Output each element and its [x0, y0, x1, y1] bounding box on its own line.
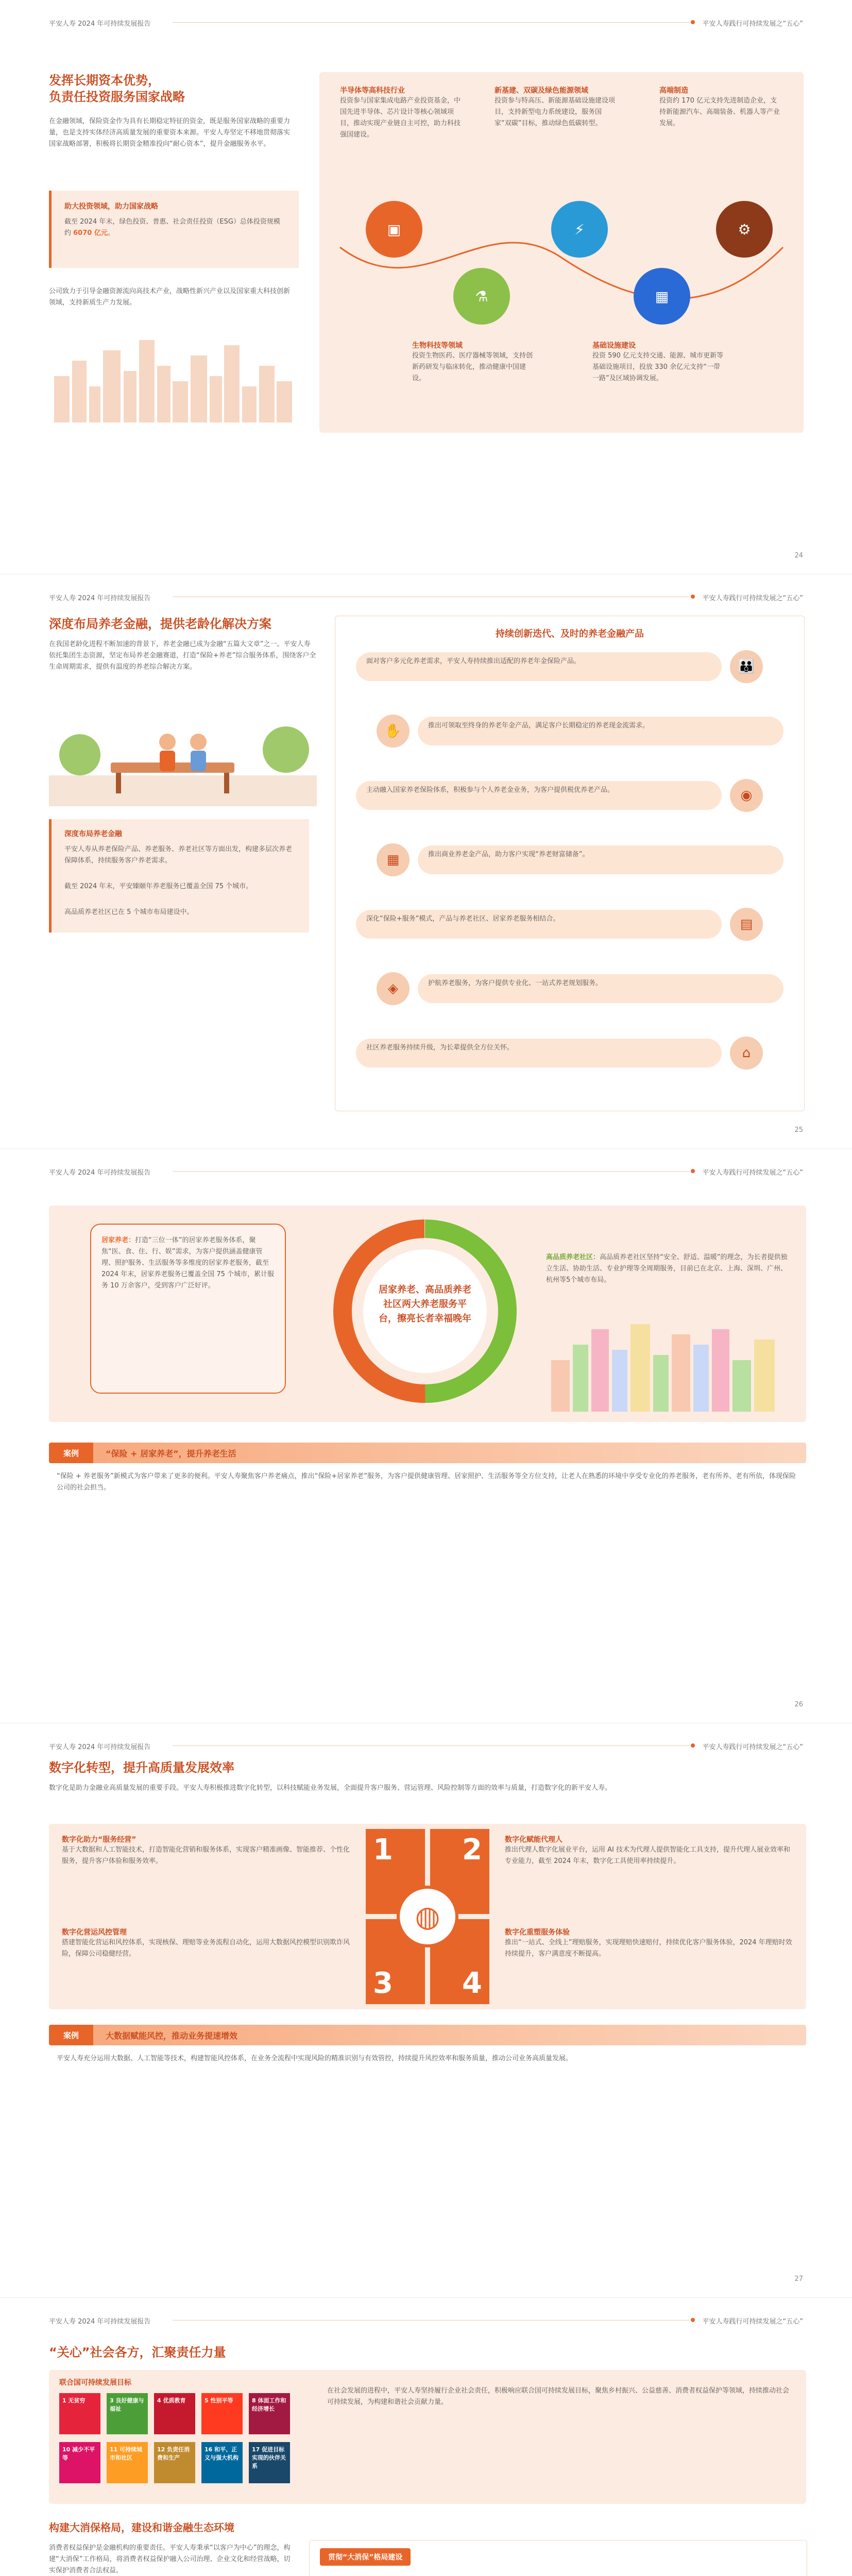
product-list	[356, 652, 783, 1100]
quadrant-title: 数字化营运风控管理	[62, 1928, 127, 1937]
page-25	[0, 574, 852, 1149]
document-icon: ▤	[730, 908, 763, 941]
chip-icon: ▣	[366, 201, 422, 258]
header-left: 平安人寿 2024 年可持续发展报告	[49, 1169, 151, 1177]
panel-title: 持续创新迭代、及时的养老金融产品	[496, 629, 644, 639]
header-left: 平安人寿 2024 年可持续发展报告	[49, 1743, 151, 1751]
highlight-box	[49, 819, 309, 933]
area-1	[340, 85, 464, 141]
sdg-tile: 17 促进目标实现的伙伴关系	[249, 2442, 290, 2483]
elderly-care-illustration	[49, 714, 317, 806]
section-title: 数字化转型，提升高质量发展效率	[49, 1760, 234, 1775]
quadrant-num: 2	[430, 1829, 489, 1914]
page-header	[49, 592, 803, 605]
quadrant-3	[62, 1927, 350, 1960]
quadrant-text: 搭建智能化营运和风控体系，实现核保、理赔等业务流程自动化，运用大数据风控模型识别欺诈风险，保障公司稳健经营。	[62, 1939, 350, 1958]
product-item: 主动融入国家养老保险体系，积极参与个人养老金业务，为客户提供税优养老产品。	[356, 781, 722, 810]
box-text: 平安人寿从养老保险产品、养老服务、养老社区等方面出发，构建多层次养老保障体系，持续服务客户养老需求。	[64, 845, 293, 865]
intro-text: 数字化是助力金融业高质量发展的重要手段。平安人寿积极推进数字化转型，以科技赋能业务发展，全面提升客户服务、营运管理、风险控制等方面的效率与质量，打造数字化的新平安人寿。	[49, 1784, 612, 1792]
globe-icon: ◍	[397, 1886, 458, 1947]
area-title: 新基建、双碳及绿色能源领域	[495, 87, 588, 95]
header-right: 平安人寿践行可持续发展之“五心”	[702, 2318, 803, 2326]
infrastructure-icon: ▦	[634, 268, 690, 325]
house-icon: ⌂	[730, 1037, 763, 1070]
highlight-box	[49, 191, 299, 268]
subsection-title: 构建大消保格局，建设和谐金融生态环境	[49, 2521, 234, 2534]
product-item: 推出商业养老金产品，助力客户实现“养老财富储备”。	[418, 845, 783, 874]
box-text-2: 截至 2024 年末，平安臻颐年养老服务已覆盖全国 75 个城市。	[64, 883, 253, 890]
section-title: “关心”社会各方，汇聚责任力量	[49, 2345, 226, 2360]
center-title: 居家养老、高品质养老社区两大养老服务平台，擦亮长者幸福晚年	[379, 1284, 471, 1324]
box-text: 截至 2024 年末，绿色投资、普惠、社会责任投资（ESG）总体投资规模约 6070 亿元。	[64, 218, 280, 237]
hand-coin-icon: ✋	[377, 715, 410, 748]
quadrant-num: 3	[366, 1919, 425, 2004]
area-text: 投资参与国家集成电路产业投资基金，中国先进半导体、芯片设计等核心领域项目，推动实现产业链自主可控，助力科技强国建设。	[340, 97, 461, 139]
sdg-tile: 11 可持续城市和社区	[107, 2442, 148, 2483]
subsection-text: 消费者权益保护是金融机构的重要责任。平安人寿秉承“以客户为中心”的理念，构建“大消保”工作格局，将消费者权益保护融入公司治理、企业文化和经营战略，切实保护消费者合法权益。	[49, 2544, 291, 2574]
area-title: 高端制造	[659, 87, 688, 95]
energy-icon: ⚡	[551, 201, 608, 258]
area-3	[659, 85, 783, 129]
area-text: 投资 590 亿元支持交通、能源、城市更新等基础设施项目，投放 330 余亿元支持“一带一路”及区域协调发展。	[592, 352, 724, 382]
sdg-tile: 12 负责任消费和生产	[154, 2442, 195, 2483]
stats-panel	[309, 2540, 807, 2576]
quadrant-2	[505, 1834, 793, 1867]
page-number: 27	[794, 2275, 803, 2283]
sdg-tile: 3 良好健康与福祉	[107, 2393, 148, 2434]
page-number: 25	[794, 1126, 803, 1134]
header-right: 平安人寿践行可持续发展之“五心”	[702, 1169, 803, 1177]
sdg-tile: 8 体面工作和经济增长	[249, 2393, 290, 2434]
quadrant-text: 推出“一站式、全线上”理赔服务，实现理赔快速赔付，持续优化客户服务体验，2024 年理赔时效持续提升，客户满意度不断提高。	[505, 1939, 792, 1958]
piggy-bank-icon: ◉	[730, 779, 763, 812]
quadrant-text: 基于大数据和人工智能技术，打造智能化营销和服务体系，实现客户精准画像、智能推荐、个性化服务，提升客户体验和服务效率。	[62, 1846, 350, 1865]
sdg-tile: 16 和平、正义与强大机构	[201, 2442, 243, 2483]
quadrant-1	[62, 1834, 350, 1867]
section-title: 深度布局养老金融，提供老龄化解决方案	[49, 617, 271, 631]
home-care-card	[90, 1224, 286, 1394]
case-tag: 案例	[49, 1443, 93, 1463]
quadrant-title: 数字化助力“服务经营”	[62, 1836, 137, 1844]
area-title: 半导体等高科技行业	[340, 87, 405, 95]
quadrant-title: 数字化重塑服务体验	[505, 1928, 570, 1937]
box-title: 助大投资领域，助力国家战略	[64, 202, 158, 211]
case-text: 平安人寿充分运用大数据、人工智能等技术，构建智能风控体系，在业务全流程中实现风险的精准识别与有效管控，持续提升风控效率和服务质量，推动公司业务高质量发展。	[57, 2055, 573, 2062]
header-right: 平安人寿践行可持续发展之“五心”	[702, 1743, 803, 1751]
test-tube-icon: ⚗	[453, 268, 510, 325]
community-text: 高品质养老社区：高品质养老社区坚持“安全、舒适、温暖”的理念，为长者提供独立生活、协助生活、专业护理等全周期服务，目前已在北京、上海、深圳、广州、杭州等5个城市布局。	[546, 1253, 788, 1284]
sdg-text: 在社会发展的进程中，平安人寿坚持履行企业社会责任，积极响应联合国可持续发展目标，聚焦乡村振兴、公益慈善、消费者权益保护等领域，持续推动社会可持续发展，为构建和谐社会贡献力量。	[327, 2387, 790, 2406]
header-left: 平安人寿 2024 年可持续发展报告	[49, 20, 151, 28]
page-number: 26	[794, 1701, 803, 1708]
sdg-tile: 5 性别平等	[201, 2393, 243, 2434]
section-title: 发挥长期资本优势， 负责任投资服务国家战略	[49, 73, 185, 104]
header-left: 平安人寿 2024 年可持续发展报告	[49, 2318, 151, 2326]
header-right: 平安人寿践行可持续发展之“五心”	[702, 595, 803, 602]
products-panel	[335, 616, 805, 1111]
page-number: 24	[794, 552, 803, 560]
sdg-panel	[49, 2370, 806, 2504]
product-item: 社区养老服务持续升级，为长辈提供全方位关怀。	[356, 1039, 722, 1067]
page-header	[49, 2316, 803, 2328]
area-title: 生物科技等领域	[412, 342, 463, 350]
product-item: 推出可领取至终身的养老年金产品，满足客户长期稳定的养老现金流需求。	[418, 717, 783, 745]
case-bar	[49, 1443, 806, 1463]
case-title: “保险 + 居家养老”，提升养老生活	[106, 1449, 236, 1459]
gear-icon: ⚙	[716, 201, 773, 258]
sdg-tile: 1 无贫穷	[59, 2393, 100, 2434]
area-5	[592, 340, 726, 384]
quadrant-num: 4	[430, 1919, 489, 2004]
product-item: 面对客户多元化养老需求，平安人寿持续推出适配的养老年金保险产品。	[356, 652, 722, 681]
page-header	[49, 18, 803, 30]
sdg-tile: 4 优质教育	[154, 2393, 195, 2434]
intro-text: 在金融领域，保险资金作为具有长期稳定特征的资金，既是服务国家战略的重要力量，也是支持实体经济高质量发展的重要资本来源。平安人寿坚定不移地贯彻落实国家战略部署，积极将长期资金精准投向“耐心资本”，提升金融服务水平。	[49, 117, 291, 148]
quadrant-4	[505, 1927, 793, 1960]
page-header	[49, 1167, 803, 1179]
quadrant-title: 数字化赋能代理人	[505, 1836, 563, 1844]
home-care-text: 居家养老：打造“三位一体”的居家养老服务体系，聚焦“医、食、住、行、娱”需求，为客户提供涵盖健康管理、照护服务、生活服务等多维度的居家养老服务，截至 2024 年末，居家养老服务已覆盖全国 75 个城市，累计服务 10 万余客户，受到客户广泛好评。	[101, 1236, 275, 1290]
product-item: 护航养老服务，为客户提供专业化、一站式养老规划服务。	[418, 974, 783, 1003]
handshake-icon: ◈	[377, 972, 410, 1005]
box-title: 深度布局养老金融	[64, 830, 122, 838]
sdg-grid	[59, 2393, 296, 2491]
building-illustration	[546, 1314, 783, 1412]
area-title: 基础设施建设	[592, 342, 636, 350]
family-icon: 👪	[730, 650, 763, 683]
page-26	[0, 1149, 852, 1723]
area-text: 投资参与特高压、新能源基础设施建设项目，支持新型电力系统建设，服务国家“双碳”目标，推动绿色低碳转型。	[495, 97, 616, 127]
quadrant-num: 1	[366, 1829, 425, 1914]
area-4	[412, 340, 536, 384]
case-tag: 案例	[49, 2025, 93, 2045]
case-title: 大数据赋能风控，推动业务提速增效	[106, 2031, 238, 2041]
page-24	[0, 0, 852, 574]
area-2	[495, 85, 618, 129]
quadrant-text: 推出代理人数字化展业平台，运用 AI 技术为代理人提供智能化工具支持，提升代理人展业效率和专业能力，截至 2024 年末，数字化工具使用率持续提升。	[505, 1846, 790, 1865]
header-left: 平安人寿 2024 年可持续发展报告	[49, 595, 151, 602]
calendar-icon: ▦	[377, 843, 410, 876]
sdg-tile: 10 减少不平等	[59, 2442, 100, 2483]
header-right: 平安人寿践行可持续发展之“五心”	[702, 20, 803, 28]
stats-title-bar: 贯彻“大消保”格局建设	[320, 2548, 411, 2566]
note-text: 公司致力于引导金融资源流向高技术产业，战略性新兴产业以及国家重大科技创新领域，支持新质生产力发展。	[49, 287, 291, 307]
page-28	[0, 2298, 852, 2576]
area-text: 投资生物医药、医疗器械等领域，支持创新药研发与临床转化，推动健康中国建设。	[412, 352, 533, 382]
page-header	[49, 1741, 803, 1754]
community-card	[546, 1252, 793, 1286]
product-item: 深化“保险+服务”模式，产品与养老社区、居家养老服务相结合。	[356, 910, 722, 939]
page-27	[0, 1723, 852, 2298]
intro-text: 在我国老龄化进程不断加速的背景下，养老金融已成为金融“五篇大文章”之一。平安人寿依托集团生态资源，坚定布局养老金融赛道，打造“保险+养老”综合服务体系，围绕客户全生命周期需求，提供有温度的养老综合解决方案。	[49, 640, 316, 671]
sdg-title: 联合国可持续发展目标	[59, 2379, 131, 2387]
case-bar	[49, 2025, 806, 2045]
quadrant-graphic	[366, 1829, 489, 2004]
city-skyline-illustration	[49, 330, 296, 422]
area-text: 投资约 170 亿元支持先进制造企业，支持新能源汽车、高端装备、机器人等产业发展。	[659, 97, 780, 127]
box-text-3: 高品质养老社区已在 5 个城市布局建设中。	[64, 908, 194, 916]
case-text: “保险 + 养老服务”新模式为客户带来了更多的便利。平安人寿聚焦客户养老痛点，推出“保险+居家养老”服务，为客户提供健康管理、居家照护、生活服务等全方位支持，让老人在熟悉的环境中享受专业化的养老服务，老有所养、老有所依，体现保险公司的社会担当。	[57, 1472, 796, 1492]
